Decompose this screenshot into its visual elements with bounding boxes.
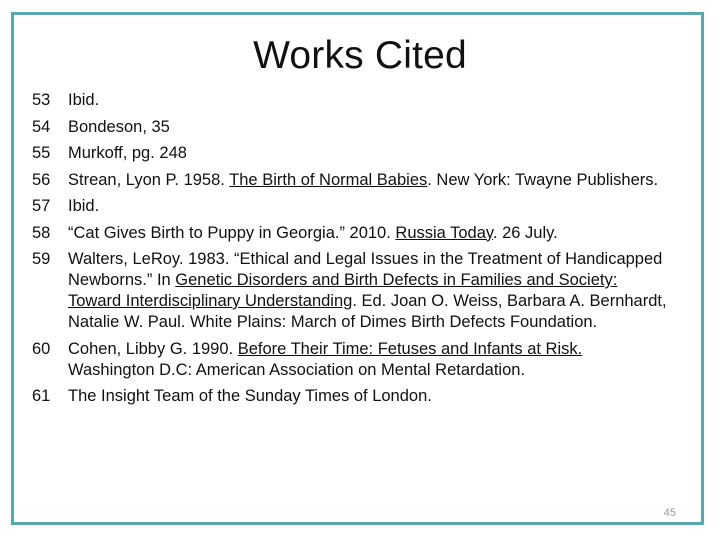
citation-entry xyxy=(32,90,672,111)
citation-entry xyxy=(32,170,672,191)
citation-text: Murkoff, pg. 248 xyxy=(68,144,187,162)
citation-text: “Cat Gives Birth to Puppy in Georgia.” 2010. xyxy=(68,223,396,242)
citation-entry xyxy=(32,249,672,333)
citation-number: 54 xyxy=(32,117,51,136)
citation-number: 58 xyxy=(32,223,51,242)
slide-title: Works Cited xyxy=(253,34,467,77)
citation-text: The Insight Team of the Sunday Times of London. xyxy=(68,387,432,405)
citation-title-underlined: Before Their Time: Fetuses and Infants at Risk. xyxy=(237,339,583,358)
citation-text: . Ed. Joan O. Weiss, Barbara A. Bernhardt, Natalie W. Paul. White Plains: March of Dimes Birth Defects Foundation. xyxy=(68,292,667,331)
citation-title-underlined: The Birth of Normal Babies xyxy=(229,170,428,189)
citation-text: Strean, Lyon P. 1958. xyxy=(68,170,230,189)
citation-text: . New York: Twayne Publishers. xyxy=(427,170,659,189)
citation-title-underlined: Russia Today xyxy=(395,223,493,242)
citation-entry xyxy=(32,339,672,381)
citation-entry xyxy=(32,196,672,217)
citation-text: Ibid. xyxy=(68,91,100,109)
citation-number: 55 xyxy=(32,144,51,162)
page-number: 45 xyxy=(663,507,676,519)
citation-text: Ibid. xyxy=(68,197,100,215)
citation-number: 59 xyxy=(32,250,51,268)
citation-text: Bondeson, 35 xyxy=(68,117,170,136)
works-cited-list xyxy=(32,90,672,413)
citation-number: 53 xyxy=(32,91,51,109)
citation-number: 57 xyxy=(32,197,51,215)
citation-number: 61 xyxy=(32,387,51,405)
citation-entry xyxy=(32,386,672,407)
citation-number: 56 xyxy=(32,170,51,189)
citation-entry xyxy=(32,143,672,164)
citation-entry xyxy=(32,117,672,138)
citation-text: Washington D.C: American Association on Mental Retardation. xyxy=(68,360,526,379)
citation-text: . 26 July. xyxy=(492,223,558,242)
citation-text: Walters, LeRoy. 1983. “Ethical and Legal Issues in the Treatment of Handicapped Newborns.” In xyxy=(68,250,663,289)
citation-entry xyxy=(32,223,672,244)
citation-number: 60 xyxy=(32,339,51,358)
citation-title-underlined: Genetic Disorders and Birth Defects in Families and Society: Toward Interdisciplinary Understanding xyxy=(68,271,618,310)
citation-text: Cohen, Libby G. 1990. xyxy=(68,339,238,358)
